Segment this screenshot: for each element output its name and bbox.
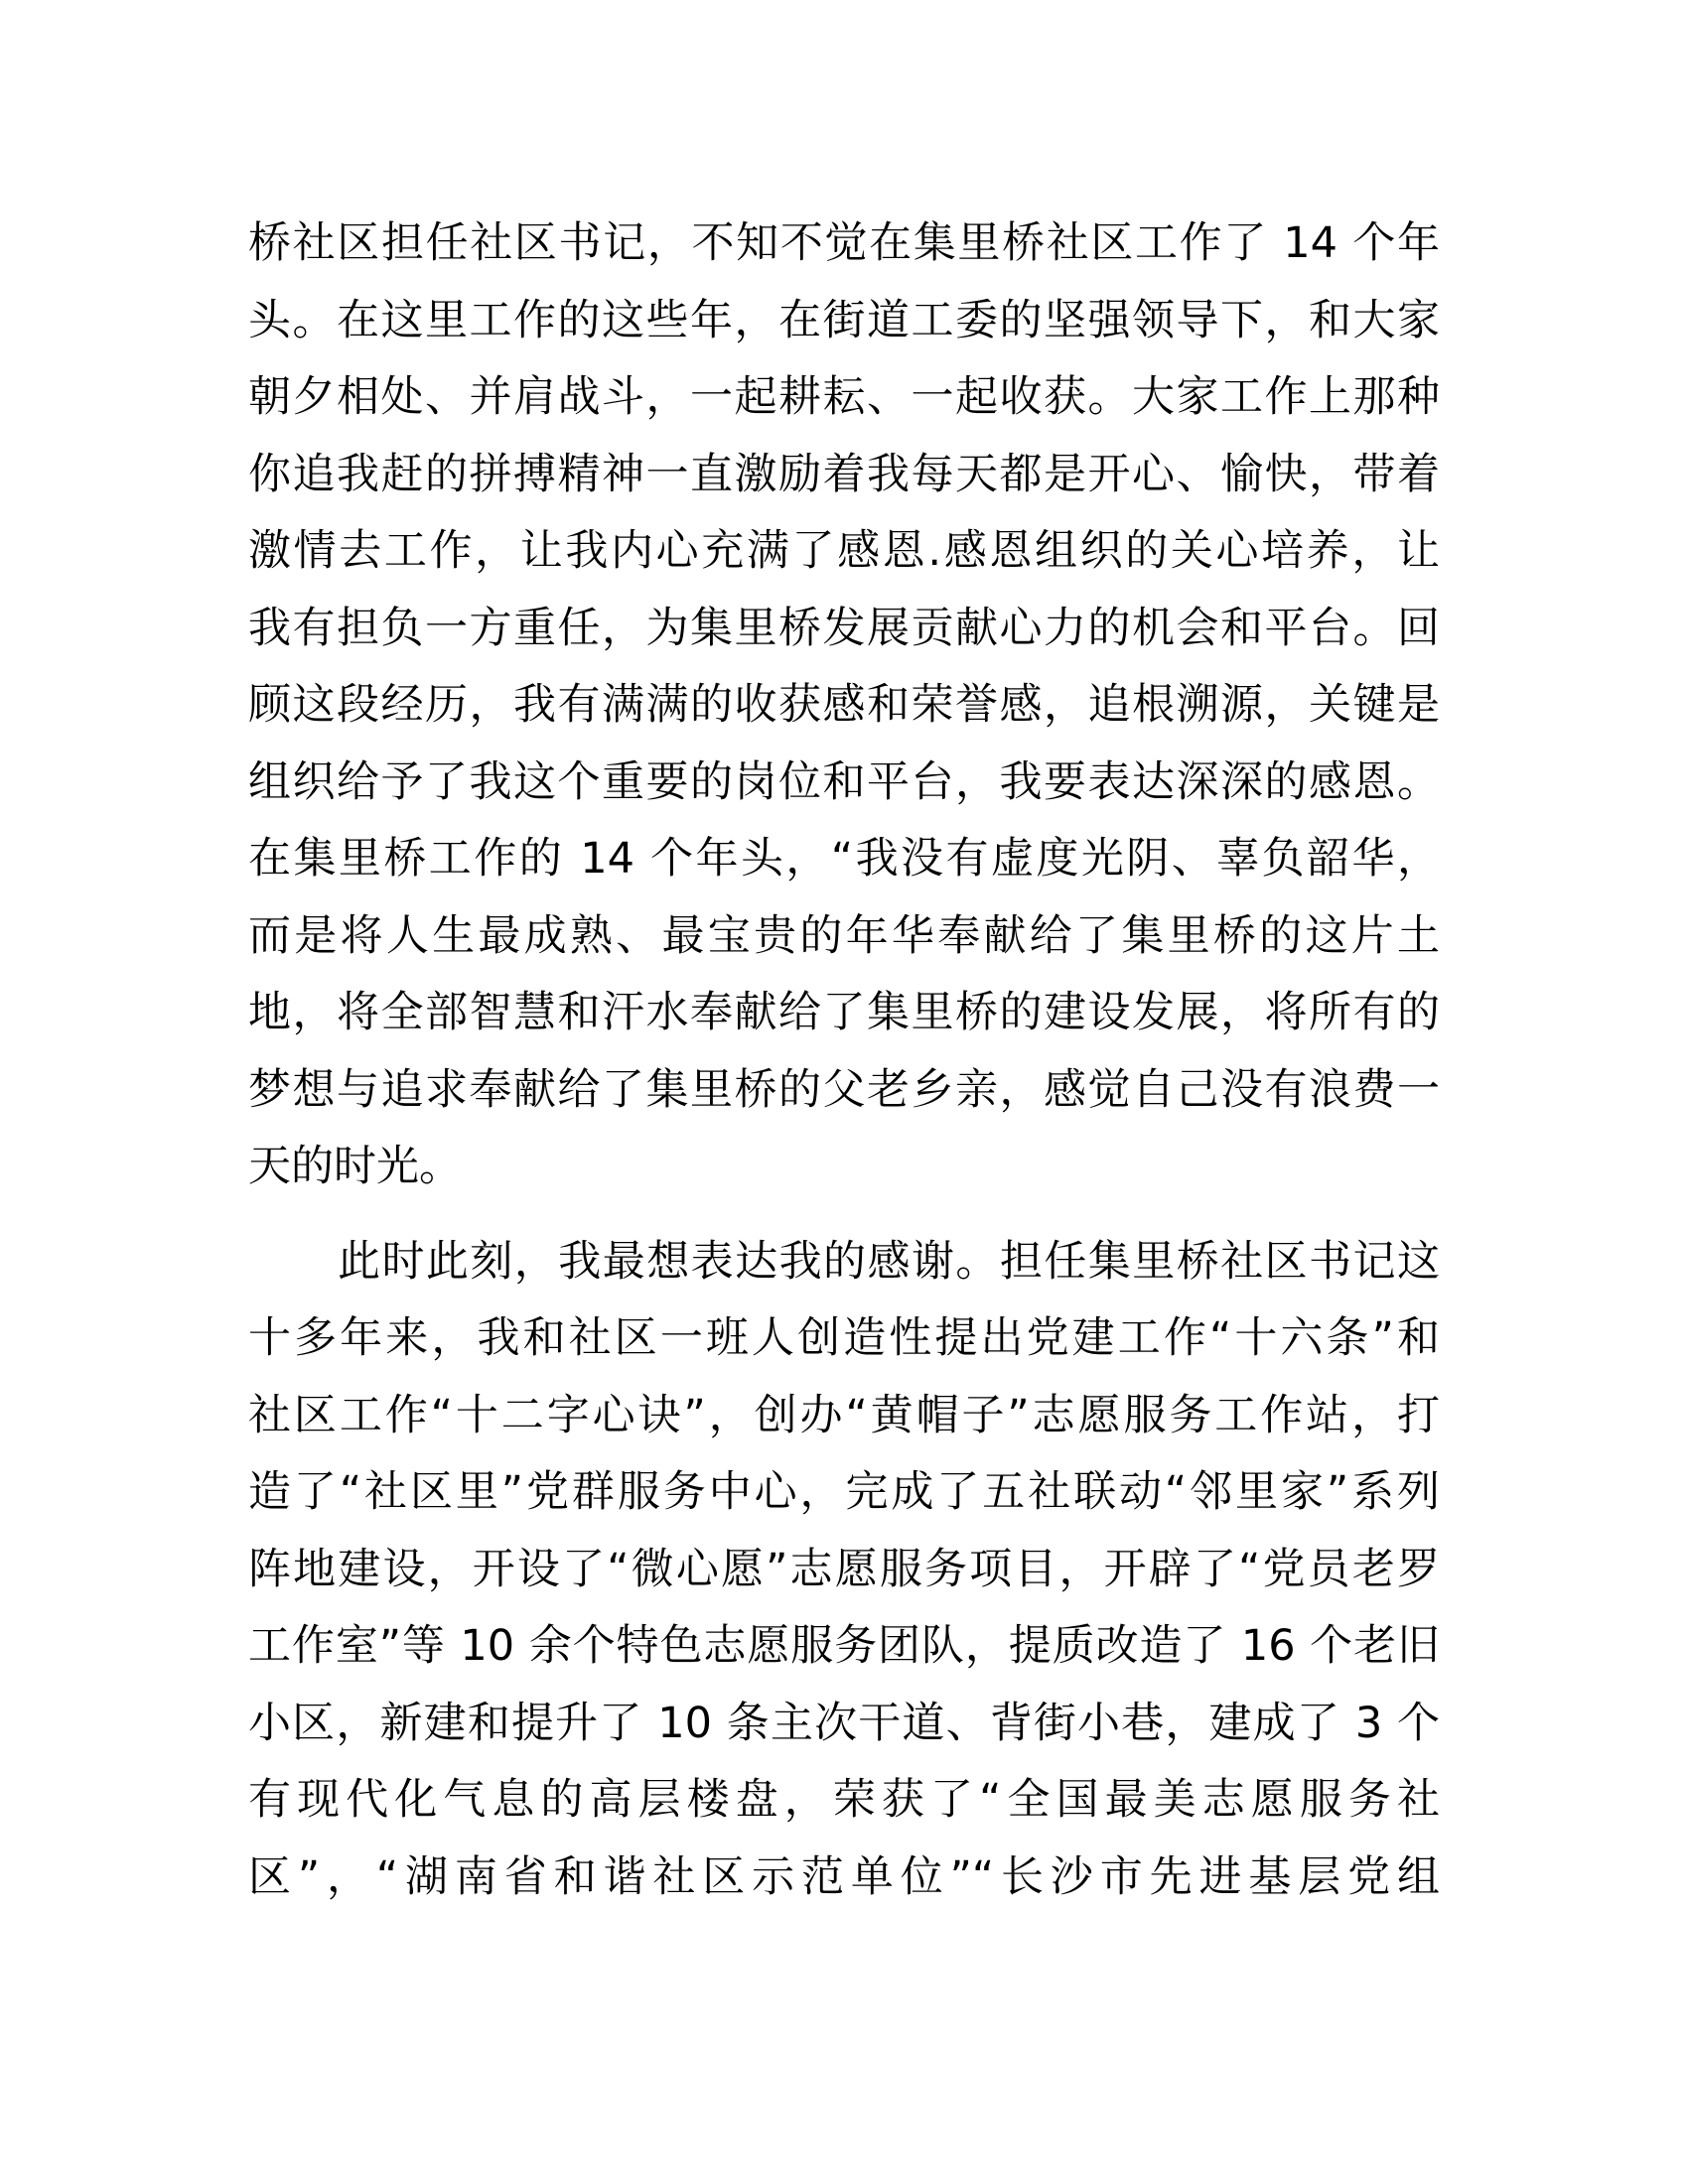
text-line: 而是将人生最成熟、最宝贵的年华奉献给了集里桥的这片土 <box>248 910 1440 961</box>
text-line: 组织给予了我这个重要的岗位和平台，我要表达深深的感恩。 <box>248 756 1440 807</box>
text-line: 工作室”等 10 余个特色志愿服务团队，提质改造了 16 个老旧 <box>248 1621 1440 1671</box>
text-line: 社区工作“十二字心诀”，创办“黄帽子”志愿服务工作站，打 <box>248 1390 1440 1440</box>
text-line: 在集里桥工作的 14 个年头，“我没有虚度光阴、辜负韶华， <box>248 834 1440 884</box>
paragraph-gratitude-organization <box>248 205 1440 1206</box>
text-line: 顾这段经历，我有满满的收获感和荣誉感，追根溯源，关键是 <box>248 680 1440 730</box>
text-line: 小区，新建和提升了 10 条主次干道、背街小巷，建成了 3 个 <box>248 1698 1440 1748</box>
paragraph-gratitude-achievements <box>248 1224 1440 1917</box>
text-line: 梦想与追求奉献给了集里桥的父老乡亲，感觉自己没有浪费一 <box>248 1064 1440 1115</box>
text-line: 天的时光。 <box>248 1142 462 1191</box>
text-line: 头。在这里工作的这些年，在街道工委的坚强领导下，和大家 <box>248 295 1440 345</box>
text-line: 桥社区担任社区书记，不知不觉在集里桥社区工作了 14 个年 <box>248 218 1440 268</box>
text-line: 有现代化气息的高层楼盘，荣获了“全国最美志愿服务社 <box>248 1775 1440 1825</box>
text-line: 我有担负一方重任，为集里桥发展贡献心力的机会和平台。回 <box>248 603 1440 653</box>
text-line: 十多年来，我和社区一班人创造性提出党建工作“十六条”和 <box>248 1313 1440 1363</box>
text-line: 激情去工作，让我内心充满了感恩.感恩组织的关心培养，让 <box>248 526 1440 576</box>
text-line: 阵地建设，开设了“微心愿”志愿服务项目，开辟了“党员老罗 <box>248 1544 1440 1594</box>
text-line: 区”，“湖南省和谐社区示范单位”“长沙市先进基层党组 <box>248 1851 1440 1902</box>
text-line: 朝夕相处、并肩战斗，一起耕耘、一起收获。大家工作上那种 <box>248 372 1440 422</box>
text-line-indented: 此时此刻，我最想表达我的感谢。担任集里桥社区书记这 <box>338 1236 1440 1287</box>
text-line: 地，将全部智慧和汗水奉献给了集里桥的建设发展，将所有的 <box>248 988 1440 1037</box>
document-body <box>248 205 1440 1916</box>
text-line: 造了“社区里”党群服务中心，完成了五社联动“邻里家”系列 <box>248 1467 1440 1517</box>
text-line: 你追我赶的拼搏精神一直激励着我每天都是开心、愉快，带着 <box>248 449 1440 499</box>
